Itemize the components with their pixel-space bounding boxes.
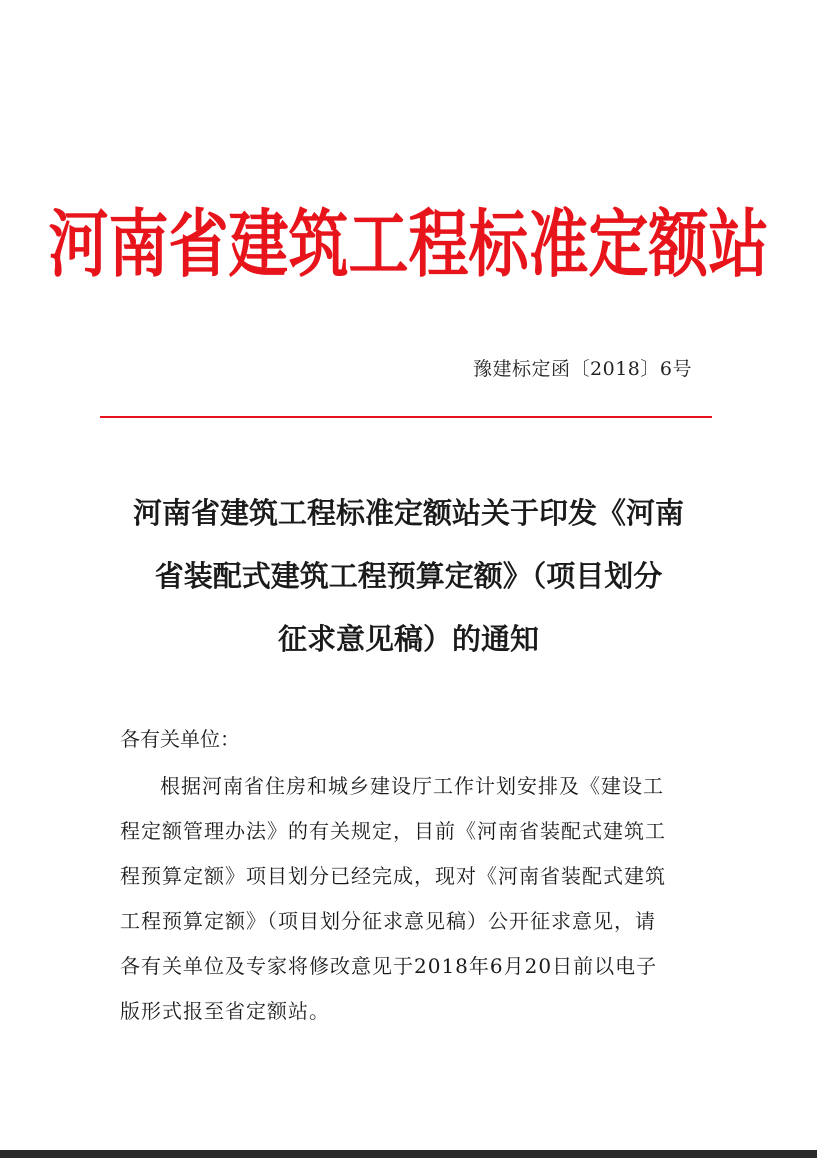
body-line-2: 程定额管理办法》的有关规定，目前《河南省装配式建筑工 [120, 819, 666, 843]
agency-letterhead-title: 河南省建筑工程标准定额站 [48, 202, 769, 288]
salutation: 各有关单位： [120, 727, 240, 751]
letterhead-red-divider [100, 416, 712, 418]
body-line-3: 程预算定额》项目划分已经完成，现对《河南省装配式建筑 [120, 864, 666, 888]
body-line-4: 工程预算定额》（项目划分征求意见稿）公开征求意见，请 [120, 909, 656, 933]
body-line-6: 版形式报至省定额站。 [120, 999, 330, 1023]
body-paragraph [120, 764, 700, 1034]
body-line-1: 根据河南省住房和城乡建设厅工作计划安排及《建设工 [160, 774, 664, 798]
notice-title-line-2: 省装配式建筑工程预算定额》（项目划分 [154, 559, 663, 593]
document-number: 豫建标定函〔2018〕6号 [473, 358, 692, 380]
scan-bottom-edge [0, 1150, 817, 1158]
notice-title-line-1: 河南省建筑工程标准定额站关于印发《河南 [132, 496, 684, 530]
notice-title [0, 482, 817, 671]
body-line-5: 各有关单位及专家将修改意见于2018年6月20日前以电子 [120, 954, 658, 978]
notice-title-line-3: 征求意见稿）的通知 [277, 622, 539, 656]
